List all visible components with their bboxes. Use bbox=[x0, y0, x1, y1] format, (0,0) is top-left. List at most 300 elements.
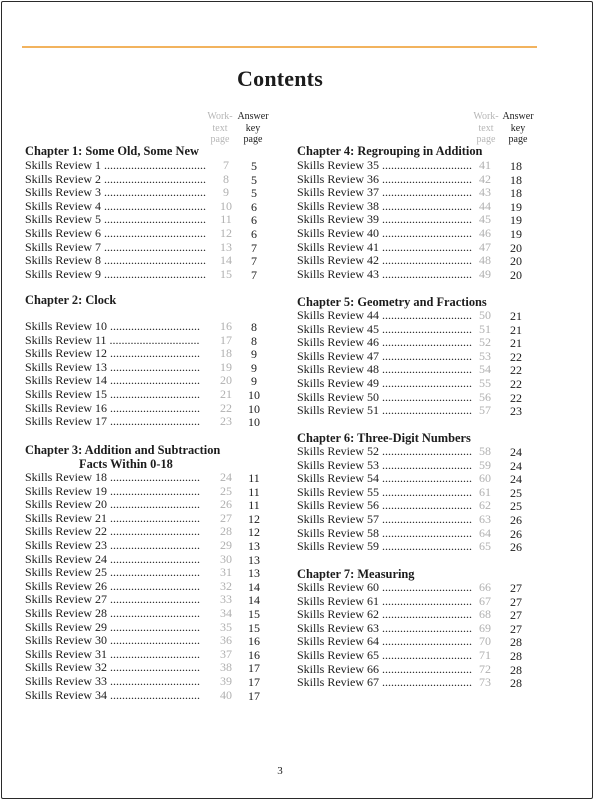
toc-row[interactable] bbox=[297, 595, 547, 609]
toc-row[interactable] bbox=[297, 227, 547, 241]
chapter-rows bbox=[25, 471, 275, 702]
toc-row[interactable] bbox=[297, 336, 547, 350]
toc-entry-label: Skills Review 66 .............................. bbox=[297, 661, 473, 676]
worktext-page-number: 36 bbox=[220, 633, 232, 648]
answerkey-page-number: 12 bbox=[248, 525, 260, 540]
answerkey-page-number: 11 bbox=[248, 471, 260, 485]
toc-entry-label: Skills Review 65 .............................. bbox=[297, 647, 473, 662]
answerkey-page-number: 27 bbox=[510, 608, 522, 623]
answerkey-page-number: 24 bbox=[510, 445, 522, 459]
toc-row[interactable] bbox=[25, 227, 275, 241]
page-number: 3 bbox=[277, 765, 283, 777]
toc-row[interactable] bbox=[25, 675, 275, 689]
worktext-page-number: 48 bbox=[479, 253, 491, 268]
answerkey-page-number: 22 bbox=[510, 349, 522, 364]
worktext-page-number: 28 bbox=[220, 524, 232, 539]
worktext-page-number: 39 bbox=[220, 673, 232, 688]
toc-row[interactable] bbox=[25, 173, 275, 187]
answerkey-page-number: 7 bbox=[251, 267, 257, 282]
toc-row[interactable] bbox=[25, 525, 275, 539]
answerkey-page-number: 22 bbox=[510, 376, 522, 391]
toc-entry-label: Skills Review 46 .............................. bbox=[297, 335, 473, 350]
worktext-page-number: 53 bbox=[479, 348, 491, 363]
top-rule bbox=[22, 46, 537, 48]
worktext-page-number: 63 bbox=[479, 511, 491, 526]
toc-entry-label: Skills Review 9 .................................. bbox=[25, 266, 207, 281]
worktext-page-number: 33 bbox=[220, 592, 232, 607]
left-answerkey-header bbox=[235, 111, 271, 146]
toc-row[interactable] bbox=[297, 635, 547, 649]
worktext-page-number: 52 bbox=[479, 335, 491, 350]
worktext-page-number: 62 bbox=[479, 498, 491, 513]
toc-row[interactable] bbox=[25, 485, 275, 499]
chapter-title: Chapter 4: Regrouping in Addition bbox=[297, 144, 483, 158]
toc-entry-label: Skills Review 23 .............................. bbox=[25, 537, 201, 552]
toc-row[interactable] bbox=[297, 486, 547, 500]
toc-entry-label: Skills Review 35 .............................. bbox=[297, 158, 473, 172]
worktext-page-number: 8 bbox=[223, 171, 229, 186]
toc-row[interactable] bbox=[297, 527, 547, 541]
chapter-title: Chapter 6: Three-Digit Numbers bbox=[297, 431, 471, 445]
answerkey-page-number: 17 bbox=[248, 688, 260, 703]
worktext-page-number: 19 bbox=[220, 359, 232, 374]
answerkey-page-number: 26 bbox=[510, 540, 522, 555]
worktext-page-number: 50 bbox=[479, 308, 491, 322]
worktext-page-number: 42 bbox=[479, 171, 491, 186]
answerkey-page-number: 18 bbox=[510, 172, 522, 187]
toc-row[interactable] bbox=[297, 608, 547, 622]
chapter-section bbox=[297, 567, 414, 581]
worktext-page-number: 49 bbox=[479, 266, 491, 281]
worktext-page-number: 20 bbox=[220, 373, 232, 388]
answerkey-page-number: 6 bbox=[251, 213, 257, 228]
toc-entry-label: Skills Review 60 .............................. bbox=[297, 580, 473, 594]
answerkey-page-number: 15 bbox=[248, 620, 260, 635]
toc-row[interactable] bbox=[25, 415, 275, 429]
worktext-page-number: 69 bbox=[479, 620, 491, 635]
toc-entry-label: Skills Review 14 .............................. bbox=[25, 373, 201, 388]
toc-entry-label: Skills Review 64 .............................. bbox=[297, 634, 473, 649]
worktext-page-number: 58 bbox=[479, 444, 491, 458]
toc-row[interactable] bbox=[25, 374, 275, 388]
answerkey-page-number: 28 bbox=[510, 662, 522, 677]
toc-entry-label: Skills Review 52 .............................. bbox=[297, 444, 473, 458]
toc-entry-label: Skills Review 59 .............................. bbox=[297, 539, 473, 554]
worktext-page-number: 38 bbox=[220, 660, 232, 675]
chapter-title-line2: Facts Within 0-18 bbox=[79, 457, 173, 471]
answerkey-page-number: 28 bbox=[510, 648, 522, 663]
worktext-page-number: 54 bbox=[479, 362, 491, 377]
toc-entry-label: Skills Review 40 .............................. bbox=[297, 225, 473, 240]
answerkey-page-number: 9 bbox=[251, 347, 257, 362]
toc-row[interactable] bbox=[25, 388, 275, 402]
header-line: page bbox=[210, 134, 230, 145]
toc-row[interactable] bbox=[297, 323, 547, 337]
answerkey-page-number: 23 bbox=[510, 404, 522, 419]
toc-entry-label: Skills Review 5 .................................. bbox=[25, 212, 207, 227]
worktext-page-number: 30 bbox=[220, 551, 232, 566]
toc-row[interactable] bbox=[297, 377, 547, 391]
toc-row[interactable] bbox=[297, 499, 547, 513]
toc-row[interactable] bbox=[25, 334, 275, 348]
answerkey-page-number: 19 bbox=[510, 199, 522, 214]
toc-entry-label: Skills Review 31 .............................. bbox=[25, 646, 201, 661]
worktext-page-number: 55 bbox=[479, 375, 491, 390]
worktext-page-number: 60 bbox=[479, 471, 491, 486]
toc-entry-label: Skills Review 55 .............................. bbox=[297, 484, 473, 499]
answerkey-page-number: 20 bbox=[510, 240, 522, 255]
answerkey-page-number: 27 bbox=[510, 594, 522, 609]
chapter-rows bbox=[297, 309, 547, 418]
toc-entry-label: Skills Review 27 .............................. bbox=[25, 592, 201, 607]
toc-entry-label: Skills Review 37 .............................. bbox=[297, 185, 473, 200]
answerkey-page-number: 5 bbox=[251, 172, 257, 187]
answerkey-page-number: 21 bbox=[510, 309, 522, 323]
answerkey-page-number: 13 bbox=[248, 538, 260, 553]
toc-row[interactable] bbox=[25, 634, 275, 648]
toc-entry-label: Skills Review 24 .............................. bbox=[25, 551, 201, 566]
header-line: page bbox=[476, 134, 496, 145]
toc-entry-label: Skills Review 13 .............................. bbox=[25, 359, 201, 374]
answerkey-page-number: 8 bbox=[251, 333, 257, 348]
answerkey-page-number: 6 bbox=[251, 226, 257, 241]
answerkey-page-number: 24 bbox=[510, 458, 522, 473]
toc-entry-label: Skills Review 39 .............................. bbox=[297, 212, 473, 227]
worktext-page-number: 59 bbox=[479, 457, 491, 472]
worktext-page-number: 43 bbox=[479, 185, 491, 200]
worktext-page-number: 70 bbox=[479, 634, 491, 649]
answerkey-page-number: 9 bbox=[251, 360, 257, 375]
header-line: Answer bbox=[237, 111, 269, 122]
toc-entry-label: Skills Review 67 .............................. bbox=[297, 675, 473, 690]
worktext-page-number: 40 bbox=[220, 687, 232, 702]
toc-row[interactable] bbox=[297, 622, 547, 636]
toc-row[interactable] bbox=[297, 404, 547, 418]
answerkey-page-number: 18 bbox=[510, 159, 522, 173]
toc-row[interactable] bbox=[297, 363, 547, 377]
toc-entry-label: Skills Review 53 .............................. bbox=[297, 457, 473, 472]
toc-row[interactable] bbox=[297, 200, 547, 214]
chapter-rows bbox=[25, 159, 275, 281]
toc-entry-label: Skills Review 30 .............................. bbox=[25, 633, 201, 648]
chapter-rows bbox=[25, 320, 275, 429]
worktext-page-number: 15 bbox=[220, 266, 232, 281]
toc-row[interactable] bbox=[25, 553, 275, 567]
toc-row[interactable] bbox=[297, 472, 547, 486]
answerkey-page-number: 13 bbox=[248, 552, 260, 567]
toc-entry-label: Skills Review 32 .............................. bbox=[25, 660, 201, 675]
toc-row[interactable] bbox=[25, 402, 275, 416]
toc-row[interactable] bbox=[297, 241, 547, 255]
chapter-section bbox=[297, 431, 471, 445]
toc-entry-label: Skills Review 26 .............................. bbox=[25, 578, 201, 593]
toc-entry-label: Skills Review 34 .............................. bbox=[25, 687, 201, 702]
chapter-section bbox=[297, 144, 482, 158]
answerkey-page-number: 10 bbox=[248, 387, 260, 402]
toc-entry-label: Skills Review 11 .............................. bbox=[25, 332, 200, 347]
toc-row[interactable] bbox=[25, 689, 275, 703]
answerkey-page-number: 24 bbox=[510, 472, 522, 487]
toc-row[interactable] bbox=[25, 621, 275, 635]
answerkey-page-number: 14 bbox=[248, 579, 260, 594]
toc-entry-label: Skills Review 54 .............................. bbox=[297, 471, 473, 486]
worktext-page-number: 45 bbox=[479, 212, 491, 227]
worktext-page-number: 24 bbox=[220, 470, 232, 484]
worktext-page-number: 18 bbox=[220, 346, 232, 361]
toc-row[interactable] bbox=[25, 254, 275, 268]
answerkey-page-number: 22 bbox=[510, 363, 522, 378]
worktext-page-number: 23 bbox=[220, 414, 232, 429]
toc-row[interactable] bbox=[297, 213, 547, 227]
header-line: text bbox=[212, 122, 228, 134]
toc-row[interactable] bbox=[25, 241, 275, 255]
answerkey-page-number: 25 bbox=[510, 499, 522, 514]
toc-entry-label: Skills Review 36 .............................. bbox=[297, 171, 473, 186]
answerkey-page-number: 11 bbox=[248, 484, 260, 499]
toc-entry-label: Skills Review 4 .................................. bbox=[25, 198, 207, 213]
toc-row[interactable] bbox=[297, 513, 547, 527]
answerkey-page-number: 17 bbox=[248, 674, 260, 689]
worktext-page-number: 61 bbox=[479, 484, 491, 499]
answerkey-page-number: 6 bbox=[251, 199, 257, 214]
answerkey-page-number: 5 bbox=[251, 186, 257, 201]
worktext-page-number: 67 bbox=[479, 593, 491, 608]
header-line: key bbox=[510, 122, 526, 134]
chapter-title: Chapter 3: Addition and Subtraction bbox=[25, 443, 221, 457]
header-line: Work- bbox=[207, 111, 233, 122]
worktext-page-number: 11 bbox=[220, 212, 232, 227]
toc-entry-label: Skills Review 2 .................................. bbox=[25, 171, 207, 186]
worktext-page-number: 17 bbox=[220, 332, 232, 347]
toc-entry-label: Skills Review 8 .................................. bbox=[25, 253, 207, 268]
toc-row[interactable] bbox=[297, 350, 547, 364]
toc-entry-label: Skills Review 57 .............................. bbox=[297, 511, 473, 526]
header-line: page bbox=[243, 134, 263, 145]
worktext-page-number: 22 bbox=[220, 400, 232, 415]
worktext-page-number: 56 bbox=[479, 389, 491, 404]
answerkey-page-number: 7 bbox=[251, 254, 257, 269]
worktext-page-number: 47 bbox=[479, 239, 491, 254]
right-workpage-header bbox=[471, 111, 501, 146]
toc-entry-label: Skills Review 16 .............................. bbox=[25, 400, 201, 415]
toc-row[interactable] bbox=[297, 173, 547, 187]
chapter-title: Chapter 1: Some Old, Some New bbox=[25, 144, 199, 158]
worktext-page-number: 29 bbox=[220, 537, 232, 552]
toc-entry-label: Skills Review 43 .............................. bbox=[297, 266, 473, 281]
toc-row[interactable] bbox=[25, 268, 275, 282]
toc-row[interactable] bbox=[297, 254, 547, 268]
toc-row[interactable] bbox=[297, 309, 547, 323]
toc-entry-label: Skills Review 7 .................................. bbox=[25, 239, 207, 254]
toc-entry-label: Skills Review 15 .............................. bbox=[25, 386, 201, 401]
answerkey-page-number: 15 bbox=[248, 606, 260, 621]
answerkey-page-number: 5 bbox=[251, 159, 257, 173]
worktext-page-number: 66 bbox=[479, 580, 491, 594]
toc-entry-label: Skills Review 62 .............................. bbox=[297, 607, 473, 622]
worktext-page-number: 16 bbox=[220, 319, 232, 333]
toc-row[interactable] bbox=[25, 580, 275, 594]
answerkey-page-number: 19 bbox=[510, 213, 522, 228]
toc-row[interactable] bbox=[25, 607, 275, 621]
worktext-page-number: 72 bbox=[479, 661, 491, 676]
toc-row[interactable] bbox=[25, 471, 275, 485]
toc-entry-label: Skills Review 58 .............................. bbox=[297, 525, 473, 540]
answerkey-page-number: 28 bbox=[510, 635, 522, 650]
answerkey-page-number: 25 bbox=[510, 485, 522, 500]
toc-row[interactable] bbox=[25, 200, 275, 214]
worktext-page-number: 10 bbox=[220, 198, 232, 213]
header-line: Answer bbox=[502, 111, 534, 122]
worktext-page-number: 35 bbox=[220, 619, 232, 634]
worktext-page-number: 14 bbox=[220, 253, 232, 268]
toc-entry-label: Skills Review 1 .................................. bbox=[25, 158, 207, 172]
toc-entry-label: Skills Review 44 .............................. bbox=[297, 308, 473, 322]
header-line: text bbox=[478, 122, 494, 134]
worktext-page-number: 65 bbox=[479, 539, 491, 554]
chapter-title: Chapter 5: Geometry and Fractions bbox=[297, 295, 487, 309]
answerkey-page-number: 20 bbox=[510, 267, 522, 282]
worktext-page-number: 37 bbox=[220, 646, 232, 661]
chapter-title: Chapter 7: Measuring bbox=[297, 567, 415, 581]
toc-row[interactable] bbox=[25, 361, 275, 375]
toc-row[interactable] bbox=[25, 320, 275, 334]
toc-row[interactable] bbox=[297, 663, 547, 677]
toc-entry-label: Skills Review 49 .............................. bbox=[297, 375, 473, 390]
answerkey-page-number: 21 bbox=[510, 336, 522, 351]
toc-entry-label: Skills Review 50 .............................. bbox=[297, 389, 473, 404]
toc-row[interactable] bbox=[297, 581, 547, 595]
right-answerkey-header bbox=[500, 111, 536, 146]
chapter-section bbox=[297, 295, 487, 309]
toc-entry-label: Skills Review 22 .............................. bbox=[25, 524, 201, 539]
worktext-page-number: 7 bbox=[223, 158, 229, 172]
worktext-page-number: 57 bbox=[479, 403, 491, 418]
answerkey-page-number: 16 bbox=[248, 634, 260, 649]
worktext-page-number: 44 bbox=[479, 198, 491, 213]
answerkey-page-number: 16 bbox=[248, 647, 260, 662]
answerkey-page-number: 10 bbox=[248, 401, 260, 416]
toc-entry-label: Skills Review 17 .............................. bbox=[25, 414, 201, 429]
answerkey-page-number: 8 bbox=[251, 320, 257, 334]
toc-entry-label: Skills Review 51 .............................. bbox=[297, 403, 473, 418]
answerkey-page-number: 26 bbox=[510, 512, 522, 527]
toc-row[interactable] bbox=[25, 661, 275, 675]
worktext-page-number: 68 bbox=[479, 607, 491, 622]
answerkey-page-number: 27 bbox=[510, 581, 522, 595]
worktext-page-number: 73 bbox=[479, 675, 491, 690]
worktext-page-number: 25 bbox=[220, 483, 232, 498]
toc-entry-label: Skills Review 63 .............................. bbox=[297, 620, 473, 635]
answerkey-page-number: 7 bbox=[251, 240, 257, 255]
toc-row[interactable] bbox=[25, 347, 275, 361]
toc-entry-label: Skills Review 25 .............................. bbox=[25, 565, 201, 580]
worktext-page-number: 51 bbox=[479, 321, 491, 336]
chapter-rows bbox=[297, 159, 547, 281]
worktext-page-number: 13 bbox=[220, 239, 232, 254]
answerkey-page-number: 21 bbox=[510, 322, 522, 337]
toc-row[interactable] bbox=[25, 593, 275, 607]
toc-entry-label: Skills Review 28 .............................. bbox=[25, 605, 201, 620]
answerkey-page-number: 9 bbox=[251, 374, 257, 389]
toc-entry-label: Skills Review 21 .............................. bbox=[25, 510, 201, 525]
toc-row[interactable] bbox=[297, 445, 547, 459]
header-line: page bbox=[508, 134, 528, 145]
page-title: Contents bbox=[237, 66, 323, 91]
answerkey-page-number: 20 bbox=[510, 254, 522, 269]
toc-row[interactable] bbox=[25, 213, 275, 227]
toc-row[interactable] bbox=[25, 512, 275, 526]
toc-entry-label: Skills Review 42 .............................. bbox=[297, 253, 473, 268]
answerkey-page-number: 11 bbox=[248, 498, 260, 513]
toc-row[interactable] bbox=[25, 186, 275, 200]
answerkey-page-number: 27 bbox=[510, 621, 522, 636]
worktext-page-number: 32 bbox=[220, 578, 232, 593]
toc-entry-label: Skills Review 41 .............................. bbox=[297, 239, 473, 254]
chapter-rows bbox=[297, 581, 547, 690]
toc-entry-label: Skills Review 47 .............................. bbox=[297, 348, 473, 363]
toc-row[interactable] bbox=[297, 391, 547, 405]
toc-row[interactable] bbox=[297, 159, 547, 173]
toc-entry-label: Skills Review 6 .................................. bbox=[25, 225, 207, 240]
toc-entry-label: Skills Review 56 .............................. bbox=[297, 498, 473, 513]
header-line: Work- bbox=[473, 111, 499, 122]
left-workpage-header bbox=[205, 111, 235, 146]
toc-row[interactable] bbox=[297, 540, 547, 554]
toc-entry-label: Skills Review 48 .............................. bbox=[297, 362, 473, 377]
worktext-page-number: 46 bbox=[479, 225, 491, 240]
toc-entry-label: Skills Review 10 .............................. bbox=[25, 319, 201, 333]
header-line: key bbox=[245, 122, 261, 134]
worktext-page-number: 31 bbox=[220, 565, 232, 580]
answerkey-page-number: 26 bbox=[510, 526, 522, 541]
toc-entry-label: Skills Review 61 .............................. bbox=[297, 593, 473, 608]
worktext-page-number: 64 bbox=[479, 525, 491, 540]
answerkey-page-number: 10 bbox=[248, 415, 260, 430]
worktext-page-number: 12 bbox=[220, 225, 232, 240]
answerkey-page-number: 12 bbox=[248, 511, 260, 526]
worktext-page-number: 41 bbox=[479, 158, 491, 172]
answerkey-page-number: 18 bbox=[510, 186, 522, 201]
worktext-page-number: 21 bbox=[220, 386, 232, 401]
toc-row[interactable] bbox=[25, 566, 275, 580]
answerkey-page-number: 19 bbox=[510, 226, 522, 241]
toc-entry-label: Skills Review 33 .............................. bbox=[25, 673, 201, 688]
answerkey-page-number: 14 bbox=[248, 593, 260, 608]
toc-row[interactable] bbox=[297, 649, 547, 663]
worktext-page-number: 27 bbox=[220, 510, 232, 525]
toc-row[interactable] bbox=[297, 676, 547, 690]
toc-entry-label: Skills Review 12 .............................. bbox=[25, 346, 201, 361]
toc-entry-label: Skills Review 38 .............................. bbox=[297, 198, 473, 213]
toc-row[interactable] bbox=[297, 186, 547, 200]
toc-row[interactable] bbox=[297, 459, 547, 473]
answerkey-page-number: 28 bbox=[510, 676, 522, 691]
chapter-section bbox=[25, 144, 199, 158]
answerkey-page-number: 22 bbox=[510, 390, 522, 405]
toc-row[interactable] bbox=[25, 539, 275, 553]
worktext-page-number: 71 bbox=[479, 647, 491, 662]
chapter-title: Chapter 2: Clock bbox=[25, 293, 117, 307]
worktext-page-number: 26 bbox=[220, 497, 232, 512]
toc-entry-label: Skills Review 19 .............................. bbox=[25, 483, 201, 498]
toc-row[interactable] bbox=[25, 159, 275, 173]
toc-entry-label: Skills Review 29 .............................. bbox=[25, 619, 201, 634]
toc-row[interactable] bbox=[25, 498, 275, 512]
toc-row[interactable] bbox=[25, 648, 275, 662]
toc-row[interactable] bbox=[297, 268, 547, 282]
toc-entry-label: Skills Review 45 .............................. bbox=[297, 321, 473, 336]
chapter-rows bbox=[297, 445, 547, 554]
